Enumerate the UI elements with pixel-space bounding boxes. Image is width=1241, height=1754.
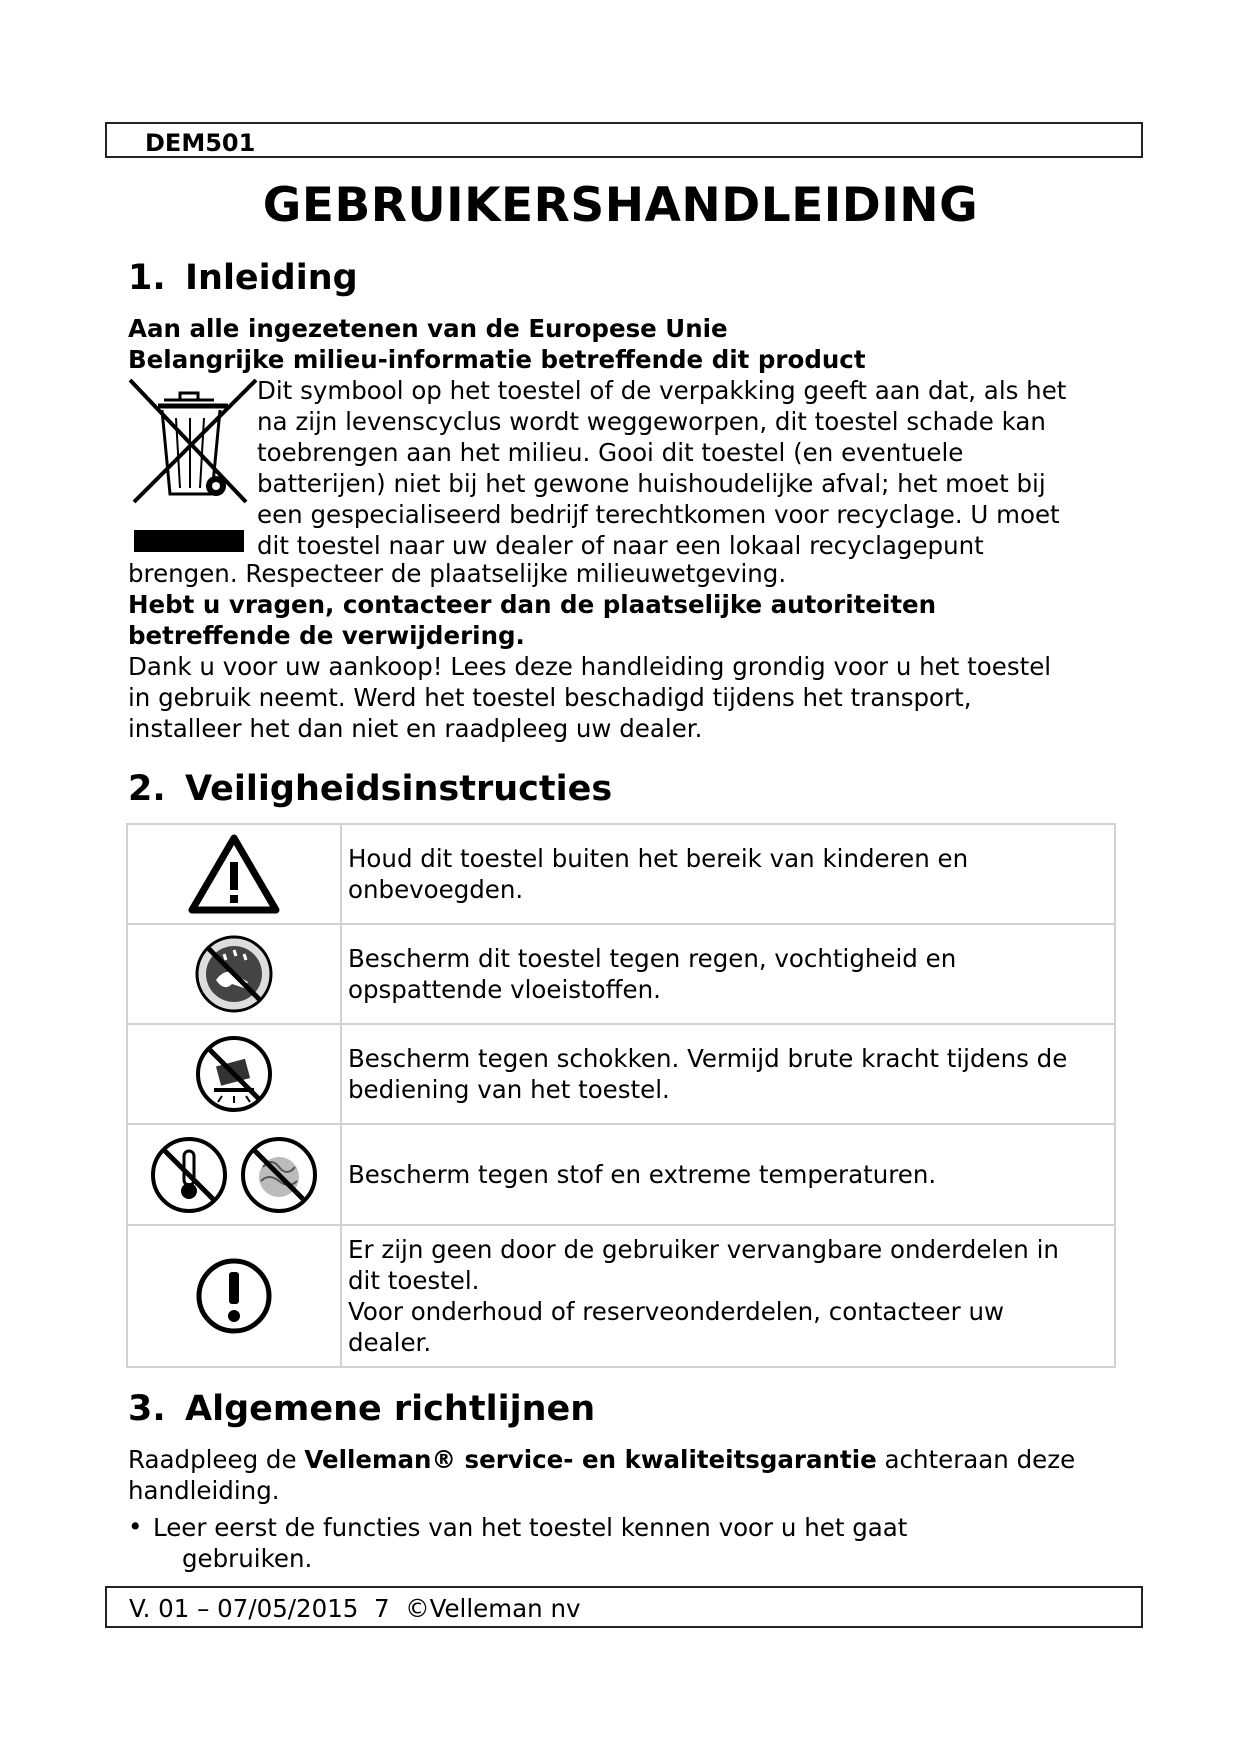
section-number: 3.: [128, 1389, 166, 1429]
consult-text-line2: handleiding.: [128, 1476, 280, 1505]
safety-icon-cell: [127, 924, 341, 1024]
safety-text-line: dealer.: [348, 1328, 432, 1357]
section-title-text: Veiligheidsinstructies: [185, 769, 613, 809]
section-title-text: Inleiding: [185, 258, 358, 298]
section-3-heading: [128, 1389, 595, 1429]
consult-text: [128, 1444, 1075, 1475]
safety-text-cell: [341, 824, 1115, 924]
safety-text-cell: [341, 924, 1115, 1024]
safety-text-line: Bescherm tegen stof en extreme temperaturen.: [348, 1160, 937, 1189]
safety-text-cell: [341, 1124, 1115, 1225]
safety-text-line: opspattende vloeistoffen.: [348, 975, 661, 1004]
thanks-text: installeer het dan niet en raadpleeg uw dealer.: [128, 714, 703, 743]
safety-text-cell: [341, 1225, 1115, 1367]
no-shock-icon: [194, 1034, 274, 1114]
safety-row: [127, 1024, 1115, 1124]
safety-row: [127, 1225, 1115, 1367]
section-1-heading: [128, 258, 358, 298]
env-heading: Belangrijke milieu-informatie betreffende dit product: [128, 345, 866, 374]
warning-triangle-icon: [188, 834, 280, 914]
weee-crossed-bin-icon: [128, 378, 258, 558]
safety-text-line: Voor onderhoud of reserveonderdelen, contacteer uw: [348, 1297, 1005, 1326]
eu-heading: Aan alle ingezetenen van de Europese Unie: [128, 314, 728, 343]
weee-text-line: toebrengen aan het milieu. Gooi dit toestel (en eventuele: [257, 438, 964, 467]
thanks-text: in gebruik neemt. Werd het toestel beschadigd tijdens het transport,: [128, 683, 972, 712]
questions-text: Hebt u vragen, contacteer dan de plaatselijke autoriteiten: [128, 590, 937, 619]
weee-text-line: Dit symbool op het toestel of de verpakking geeft aan dat, als het: [257, 376, 1067, 405]
no-water-icon: [194, 934, 274, 1014]
safety-text-line: bediening van het toestel.: [348, 1075, 670, 1104]
weee-text-line: dit toestel naar uw dealer of naar een lokaal recyclagepunt: [257, 531, 984, 560]
safety-text-line: Bescherm dit toestel tegen regen, vochtigheid en: [348, 944, 957, 973]
safety-row: [127, 1124, 1115, 1225]
bullet-symbol: •: [128, 1512, 143, 1541]
section-number: 2.: [128, 769, 166, 809]
section-number: 1.: [128, 258, 166, 298]
footer-text: V. 01 – 07/05/2015 7 ©Velleman nv: [129, 1594, 581, 1623]
thanks-text: Dank u voor uw aankoop! Lees deze handleiding grondig voor u het toestel: [128, 652, 1052, 681]
questions-text: betreffende de verwijdering.: [128, 621, 525, 650]
bullet-text-line: gebruiken.: [182, 1544, 313, 1573]
no-temperature-no-dust-icon: [149, 1135, 319, 1215]
safety-text-line: Er zijn geen door de gebruiker vervangbare onderdelen in: [348, 1235, 1059, 1264]
model-number: DEM501: [145, 129, 256, 157]
safety-row: [127, 924, 1115, 1024]
safety-icon-cell: [127, 1124, 341, 1225]
safety-text-line: Houd dit toestel buiten het bereik van kinderen en: [348, 844, 969, 873]
weee-text-line: batterijen) niet bij het gewone huishoudelijke afval; het moet bij: [257, 469, 1046, 498]
safety-text-line: onbevoegden.: [348, 875, 524, 904]
safety-text-cell: [341, 1024, 1115, 1124]
safety-icon-cell: [127, 1024, 341, 1124]
safety-table: [126, 823, 1116, 1368]
safety-text-line: dit toestel.: [348, 1266, 480, 1295]
safety-row: [127, 824, 1115, 924]
weee-text-line: een gespecialiseerd bedrijf terechtkomen voor recyclage. U moet: [257, 500, 1060, 529]
weee-text-line: brengen. Respecteer de plaatselijke milieuwetgeving.: [128, 559, 787, 588]
bullet-text-line: Leer eerst de functies van het toestel kennen voor u het gaat: [153, 1513, 908, 1542]
document-title: GEBRUIKERSHANDLEIDING: [262, 178, 979, 233]
header-box: [105, 122, 1143, 158]
consult-bold: Velleman® service- en kwaliteitsgarantie: [304, 1445, 877, 1474]
consult-suffix: achteraan deze: [876, 1445, 1076, 1474]
exclamation-circle-icon: [194, 1256, 274, 1336]
section-2-heading: [128, 769, 612, 809]
footer-box: [105, 1586, 1143, 1628]
weee-text-line: na zijn levenscyclus wordt weggeworpen, dit toestel schade kan: [257, 407, 1046, 436]
safety-icon-cell: [127, 824, 341, 924]
safety-text-line: Bescherm tegen schokken. Vermijd brute kracht tijdens de: [348, 1044, 1068, 1073]
section-title-text: Algemene richtlijnen: [185, 1389, 596, 1429]
consult-prefix: Raadpleeg de: [128, 1445, 305, 1474]
safety-icon-cell: [127, 1225, 341, 1367]
